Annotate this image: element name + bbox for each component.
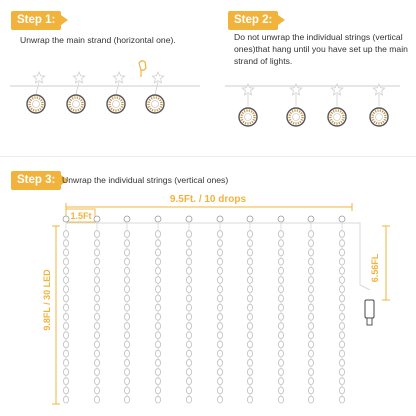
step3-instruction: Unwrap the individual strings (vertical ones) (62, 175, 229, 185)
hanging-string (308, 216, 314, 403)
step1-instruction: Unwrap the main strand (horizontal one). (20, 35, 176, 45)
section-divider (0, 156, 416, 157)
step2-instruction: Do not unwrap the individual strings (vertical ones)that hang until you have set up the main strand of lights. (234, 32, 408, 66)
hanging-string (247, 216, 253, 403)
hanging-string (278, 216, 284, 403)
hanging-string (63, 216, 69, 403)
step2-coiled-string (370, 108, 388, 126)
hanging-string (339, 216, 345, 403)
step1-star-clip (33, 72, 44, 83)
step1-star-clip (73, 72, 84, 83)
power-cable (352, 223, 370, 290)
hanging-string (155, 216, 161, 403)
step2-coiled-string (239, 108, 257, 126)
step2-star-clip (331, 84, 342, 95)
step1-coiled-string (107, 95, 125, 113)
hanging-string (217, 216, 223, 403)
step2-star-clip (242, 84, 253, 95)
height-dimension-label-right: 6.56FL (370, 253, 380, 283)
step2-star-clip (290, 84, 301, 95)
step1-star-clip (152, 72, 163, 83)
step2-coiled-string (287, 108, 305, 126)
step1-coiled-string (146, 95, 164, 113)
step1-coiled-string (27, 95, 45, 113)
hanging-string (124, 216, 130, 403)
hand-pointer-icon (139, 61, 146, 77)
height-dimension-label-left: 9.8FL / 30 LED (42, 269, 52, 331)
step2-coiled-string (328, 108, 346, 126)
hanging-string (94, 216, 100, 403)
spacing-dimension-box (66, 209, 95, 222)
step3-badge: Step 3: (11, 171, 61, 190)
step1-coiled-string (67, 95, 85, 113)
usb-plug-icon (365, 300, 374, 325)
step1-star-clip (113, 72, 124, 83)
hanging-string (186, 216, 192, 403)
width-dimension-label: 9.5Ft. / 10 drops (169, 194, 247, 205)
step1-badge: Step 1: (11, 11, 61, 30)
spacing-dimension-label: 1.5Ft (70, 211, 92, 221)
step2-badge: Step 2: (228, 11, 278, 30)
step2-star-clip (373, 84, 384, 95)
